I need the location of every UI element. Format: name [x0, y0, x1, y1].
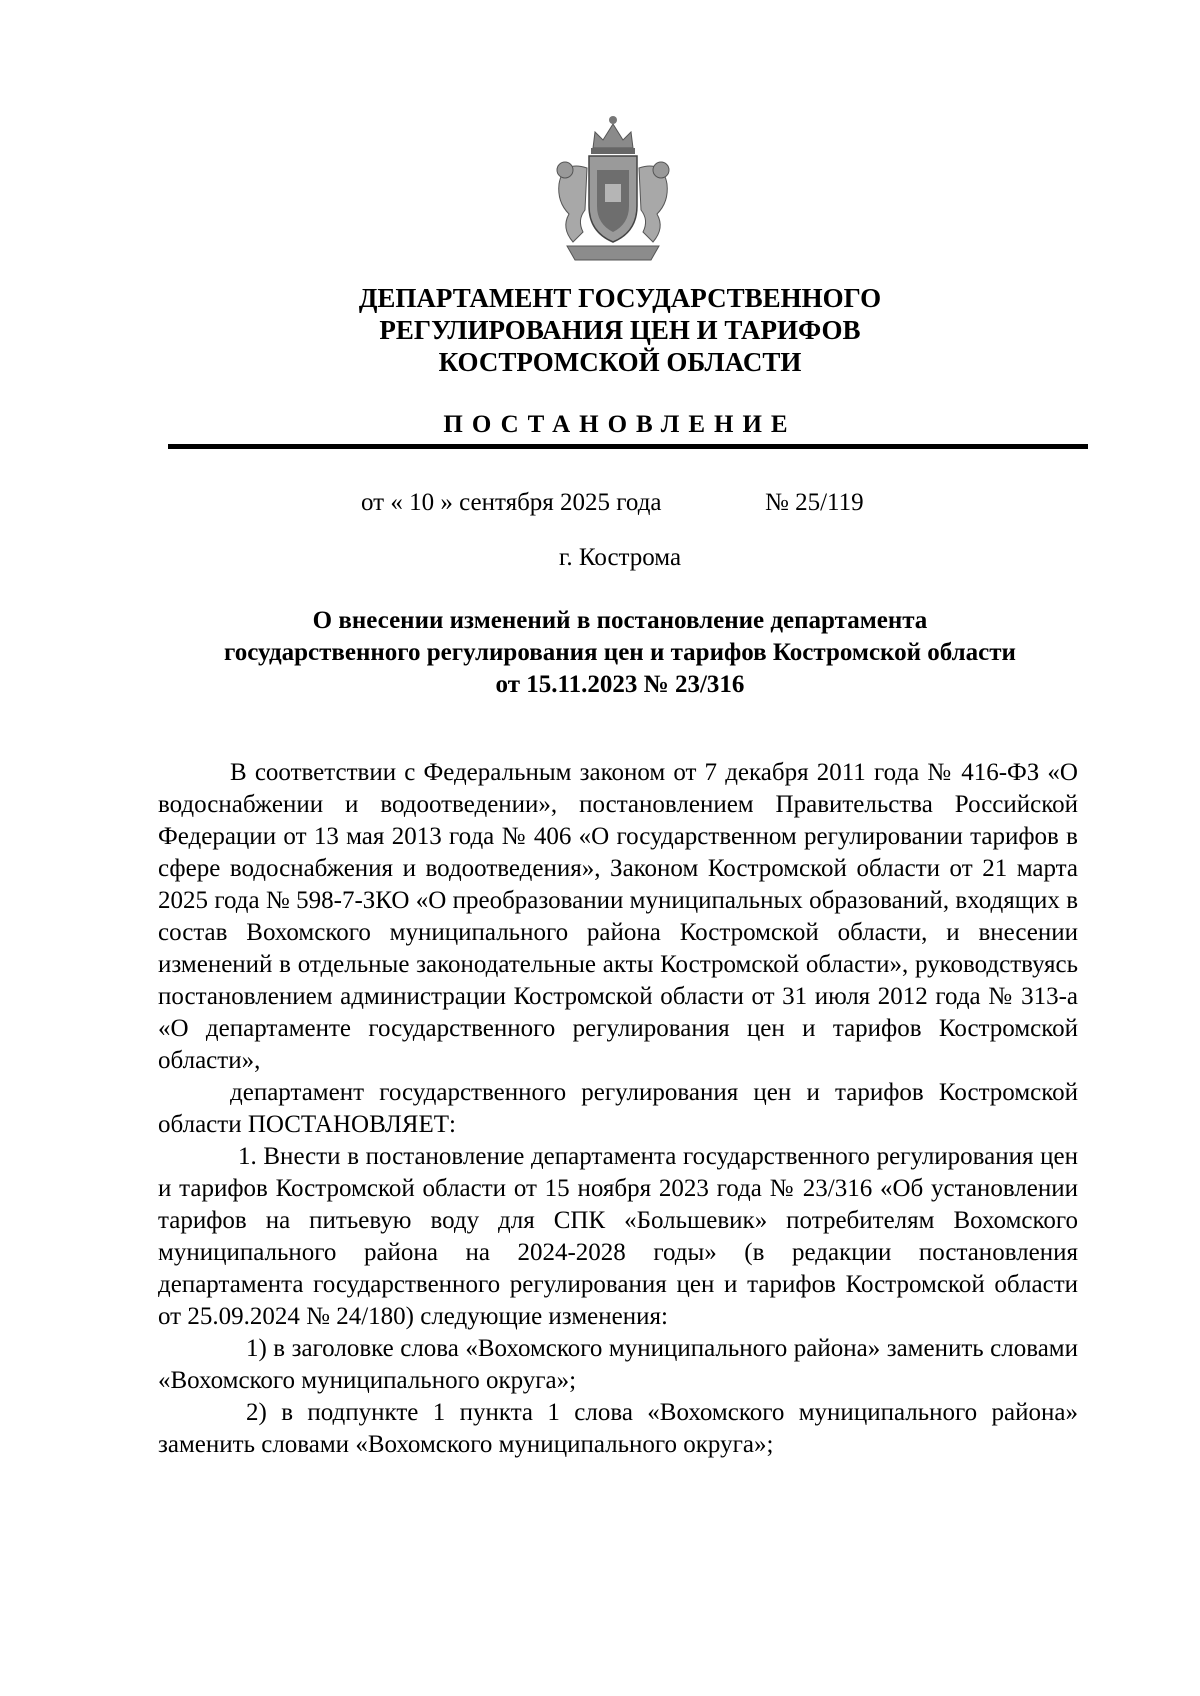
header-divider — [168, 444, 1088, 449]
resolves-paragraph: департамент государственного регулирования цен и тарифов Костромской области ПОСТАНОВЛЯЕТ: — [158, 1079, 1078, 1138]
document-type: ПОСТАНОВЛЕНИЕ — [443, 411, 797, 438]
coat-of-arms-icon — [543, 110, 683, 265]
org-line-2: РЕГУЛИРОВАНИЯ ЦЕН И ТАРИФОВ — [379, 315, 861, 345]
document-body — [158, 757, 1078, 1461]
document-number: № 25/119 — [765, 489, 864, 516]
document-city: г. Кострома — [558, 544, 682, 571]
subitem-2-paragraph: 2) в подпункте 1 пункта 1 слова «Вохомского муниципального района» заменить словами «Вохомского муниципального округа»; — [158, 1399, 1078, 1458]
subitem-1-paragraph: 1) в заголовке слова «Вохомского муниципального района» заменить словами «Вохомского муниципального округа»; — [158, 1335, 1078, 1394]
document-date: от « 10 » сентября 2025 года — [361, 489, 662, 516]
organization-name — [0, 282, 1200, 378]
org-line-3: КОСТРОМСКОЙ ОБЛАСТИ — [438, 347, 802, 377]
subject-line-3: от 15.11.2023 № 23/316 — [495, 671, 745, 698]
org-line-1: ДЕПАРТАМЕНТ ГОСУДАРСТВЕННОГО — [358, 283, 882, 313]
preamble-paragraph: В соответствии с Федеральным законом от 7 декабря 2011 года № 416-ФЗ «О водоснабжении и водоотведении», постановлением Правительства Российской Федерации от 13 мая 2013 года № 406 «О государственном регулировании тарифов в сфере водоснабжения и водоотведения», Законом Костромской области от 21 марта 2025 года № 598-7-ЗКО «О преобразовании муниципальных образований, входящих в состав Вохомского муниципального района Костромской области, и внесении изменений в отдельные законодательные акты Костромской области», руководствуясь постановлением администрации Костромской области от 31 июля 2012 года № 313-а «О департаменте государственного регулирования цен и тарифов Костромской области», — [158, 759, 1078, 1074]
item-1-paragraph: 1. Внести в постановление департамента государственного регулирования цен и тарифов Костромской области от 15 ноября 2023 года № 23/316 «Об установлении тарифов на питьевую воду для СПК «Большевик» потребителям Вохомского муниципального района на 2024-2028 годы» (в редакции постановления департамента государственного регулирования цен и тарифов Костромской области от 25.09.2024 № 24/180) следующие изменения: — [158, 1143, 1078, 1330]
subject-line-2: государственного регулирования цен и тарифов Костромской области — [224, 639, 1016, 666]
subject-line-1: О внесении изменений в постановление департамента — [312, 607, 928, 634]
document-subject — [0, 605, 1200, 701]
